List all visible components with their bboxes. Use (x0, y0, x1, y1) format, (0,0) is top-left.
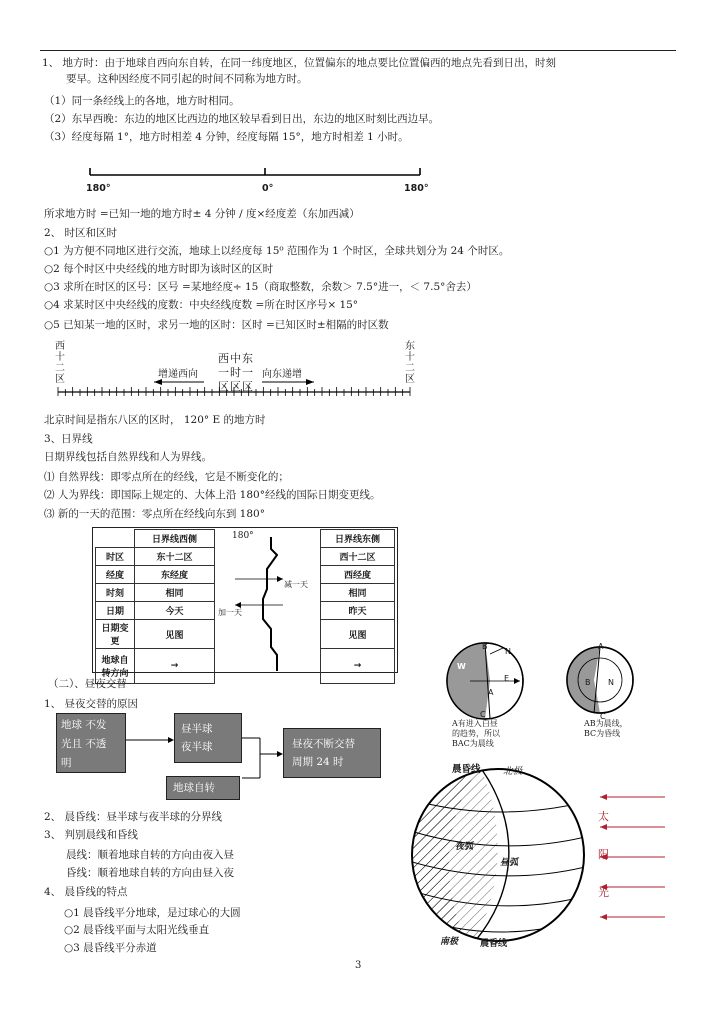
date-line-intro: 日期界线包括自然界线和人为界线。 (44, 451, 212, 463)
rule-2: （2）东早西晚：东边的地区比西边的地区较早看到日出，东边的地区时刻比西边早。 (44, 113, 440, 125)
zone-center-bot: 区区区 (218, 380, 254, 393)
time-zone-item-2: ○2 每个时区中央经线的地方时即为该时区的区时 (44, 263, 274, 275)
east-side-table: 日界线东侧 西十二区 西经度 相同 昨天 见图 → (320, 529, 395, 684)
feature-1: ○1 晨昏线平分地球，是过球心的大圆 (64, 907, 241, 919)
west-arrow-label: 增递西向 (158, 369, 198, 380)
globe-right-a: A (598, 642, 604, 651)
axis-left-label: 180° (86, 183, 111, 194)
sunlight-char-1: 太 (598, 810, 609, 823)
globe-left-b: B (482, 642, 488, 651)
globe-right-cap1: AB为晨线， (584, 719, 628, 728)
local-time-def-line2: 要早。这种因经度不同引起的时间不同称为地方时。 (66, 73, 308, 85)
globe-left-w: W (457, 662, 466, 671)
earth-opaque-box: 地球 不发 光且 不透 明 (56, 713, 126, 773)
date-line-natural: ⑴ 自然界线：即零点所在的经线，它是不断变化的； (44, 471, 289, 483)
local-time-formula: 所求地方时 =已知一地的地方时± 4 分钟 / 度×经度差（东加西减） (44, 208, 360, 220)
axis-right-label: 180° (404, 183, 429, 194)
plus-day-label: 加一天 (218, 608, 242, 617)
east-header: 日界线东侧 (321, 530, 395, 548)
big-globe-day-arc: 昼弧 (500, 858, 519, 868)
feature-2: ○2 晨昏线平面与太阳光线垂直 (64, 924, 210, 936)
globe-left-e: E (504, 674, 510, 683)
header-rule (40, 50, 676, 51)
zone-center-top: 西中东 (218, 352, 254, 365)
sunlight-char-2: 阳 (598, 848, 609, 861)
alternation-box: 昼夜不断交替 周期 24 时 (283, 728, 381, 778)
cause-flow-arrows (120, 710, 290, 790)
zone-west-label: 西 十 二 区 (55, 341, 65, 385)
big-globe-terminator-bottom: 晨昏线 (480, 939, 508, 949)
judge-heading: 3、 判别晨线和昏线 (44, 829, 139, 841)
globe-right-cap2: BC为昏线 (584, 729, 621, 738)
globe-right-n: N (608, 678, 614, 687)
axis-mid-label: 0° (262, 183, 274, 194)
feature-3: ○3 晨昏线平分赤道 (64, 942, 157, 954)
date-line-zigzag (215, 529, 320, 671)
terminator-def: 2、 晨昏线：昼半球与夜半球的分界线 (44, 811, 223, 823)
globe-left-a: A (488, 688, 494, 697)
time-zone-item-4: ○4 求某时区中央经线的度数：中央经线度数 =所在时区序号× 15° (44, 299, 359, 311)
minus-day-label: 减一天 (284, 580, 308, 589)
globe-left-cap1: A有进入白昼 (452, 719, 498, 728)
day-night-cause-heading: 1、 昼夜交替的原因 (44, 698, 139, 710)
east-arrow-label: 向东递增 (262, 369, 302, 380)
section3-title: 3、日界线 (44, 433, 93, 445)
globe-left-c: C (480, 710, 486, 719)
big-globe-north-pole: 北极 (503, 766, 523, 777)
globe-left-cap2: 的趋势，所以 (452, 729, 500, 738)
beijing-time-note: 北京时间是指东八区的区时， 120° E 的地方时 (44, 414, 266, 426)
big-globe-terminator-top: 晨昏线 (452, 764, 481, 775)
big-globe-south-pole: 南极 (440, 937, 459, 947)
earth-rotation-box: 地球自转 (166, 776, 240, 800)
page-number: 3 (355, 960, 362, 971)
zone-center-mid: 一时一 (218, 366, 254, 379)
day-night-hemispheres-box: 昼半球 夜半球 (174, 713, 242, 763)
longitude-axis (80, 165, 440, 195)
local-time-def-line1: 1、 地方时：由于地球自西向东自转，在同一纬度地区，位置偏东的地点要比位置偏西的地点先看到日出，时刻 (42, 57, 557, 69)
globe-left-cap3: BAC为晨线 (452, 739, 494, 748)
globe-right-b: B (585, 678, 591, 687)
west-header: 日界线西侧 (135, 530, 215, 548)
time-zone-item-3: ○3 求所在时区的区号：区号 =某地经度÷ 15（商取整数，余数＞ 7.5°进一，＜ 7.5°舍去） (44, 281, 477, 293)
globe-right-c: C (600, 712, 606, 721)
zone-east-label: 东 十 二 区 (405, 341, 415, 385)
date-line-new-day: ⑶ 新的一天的范围：零点所在经线向东到 180° (44, 508, 265, 520)
time-zone-item-1: ○1 为方便不同地区进行交流，地球上以经度每 15⁰ 范围作为 1 个时区，全球共划分为 24 个时区。 (44, 245, 510, 257)
globe-left-n: N (505, 647, 511, 656)
date-line-180-label: 180° (232, 531, 254, 541)
section4-title: （二）、昼夜交替 (48, 678, 127, 690)
time-zone-item-5: ○5 已知某一地的区时，求另一地的区时：区时 =已知区时±相隔的时区数 (44, 319, 389, 331)
rule-1: （1）同一条经线上的各地，地方时相同。 (44, 95, 240, 107)
rule-3: （3）经度每隔 1°，地方时相差 4 分钟，经度每隔 15°，地方时相差 1 小时。 (44, 131, 409, 143)
big-globe-diagram (410, 762, 680, 952)
sunlight-char-3: 光 (598, 886, 609, 899)
section2-title: 2、 时区和区时 (44, 227, 118, 239)
dawn-line-rule: 晨线：顺着地球自转的方向由夜入昼 (66, 849, 234, 861)
big-globe-night-arc: 夜弧 (455, 842, 474, 852)
west-side-table: 日界线西侧 时区 东十二区 经度 东经度 时刻 相同 日期 今天 日期变更 见图 地球自转方向 → (95, 529, 215, 684)
dusk-line-rule: 昏线：顺着地球自转的方向由昼入夜 (66, 867, 234, 879)
date-line-artificial: ⑵ 人为界线：即国际上规定的、大体上沿 180°经线的国际日期变更线。 (44, 489, 381, 501)
features-heading: 4、 晨昏线的特点 (44, 886, 128, 898)
